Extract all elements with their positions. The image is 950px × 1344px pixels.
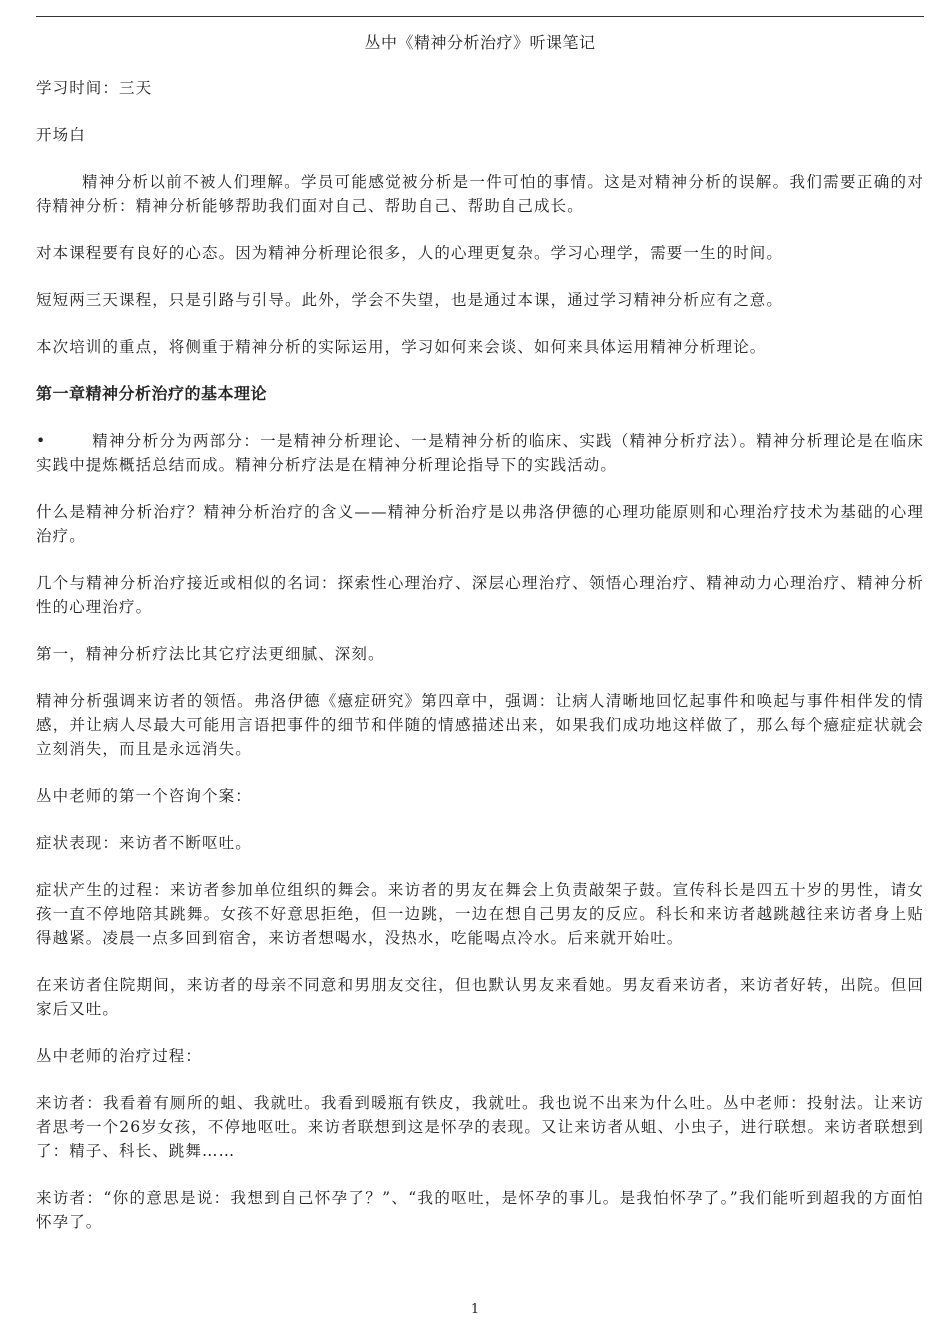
- bullet-text: 精神分析分为两部分：一是精神分析理论、一是精神分析的临床、实践（精神分析疗法）。精神分析理论是在临床实践中提炼概括总结而成。精神分析疗法是在精神分析理论指导下的实践活动。: [36, 432, 924, 474]
- body-paragraph: 在来访者住院期间，来访者的母亲不同意和男朋友交往，但也默认男友来看她。男友看来访者，来访者好转，出院。但回家后又吐。: [36, 976, 924, 1018]
- intro-paragraph: 短短两三天课程，只是引路与引导。此外，学会不失望，也是通过本课，通过学习精神分析应有之意。: [36, 291, 784, 309]
- body-paragraph: 丛中老师的第一个咨询个案：: [36, 787, 252, 805]
- body-paragraph: 来访者：我看着有厕所的蛆、我就吐。我看到暖瓶有铁皮，我就吐。我也说不出来为什么吐。丛中老师：投射法。让来访者思考一个26岁女孩，不停地呕吐。来访者联想到这是怀孕的表现。又让来访者从蛆、小虫子，进行联想。来访者联想到了：精子、科长、跳舞……: [36, 1094, 924, 1160]
- body-paragraph: 症状表现：来访者不断呕吐。: [36, 834, 252, 852]
- body-paragraph: 几个与精神分析治疗接近或相似的名词：探索性心理治疗、深层心理治疗、领悟心理治疗、精神动力心理治疗、精神分析性的心理治疗。: [36, 574, 924, 616]
- body-paragraph: 丛中老师的治疗过程：: [36, 1047, 203, 1065]
- page-number: 1: [470, 1302, 480, 1317]
- header-rule: [36, 16, 924, 17]
- study-time: 学习时间：三天: [36, 79, 153, 97]
- intro-paragraph: 精神分析以前不被人们理解。学员可能感觉被分析是一件可怕的事情。这是对精神分析的误解。我们需要正确的对待精神分析：精神分析能够帮助我们面对自己、帮助自己、帮助自己成长。: [36, 173, 924, 215]
- bullet-item: [36, 429, 924, 477]
- chapter-title: 第一章精神分析治疗的基本理论: [36, 384, 268, 403]
- opening-heading: 开场白: [36, 126, 86, 144]
- intro-paragraph: 对本课程要有良好的心态。因为精神分析理论很多，人的心理更复杂。学习心理学，需要一生的时间。: [36, 244, 784, 262]
- body-paragraph: 什么是精神分析治疗？精神分析治疗的含义——精神分析治疗是以弗洛伊德的心理功能原则和心理治疗技术为基础的心理治疗。: [36, 503, 924, 545]
- intro-paragraph: 本次培训的重点，将侧重于精神分析的实际运用，学习如何来会谈、如何来具体运用精神分析理论。: [36, 338, 767, 356]
- bullet-icon: •: [36, 432, 47, 450]
- body-paragraph: 第一，精神分析疗法比其它疗法更细腻、深刻。: [36, 645, 385, 663]
- body-paragraph: 症状产生的过程：来访者参加单位组织的舞会。来访者的男友在舞会上负责敲架子鼓。宣传科长是四五十岁的男性，请女孩一直不停地陪其跳舞。女孩不好意思拒绝，但一边跳，一边在想自己男友的反应。科长和来访者越跳越往来访者身上贴得越紧。凌晨一点多回到宿舍，来访者想喝水，没热水，吃能喝点冷水。后来就开始吐。: [36, 881, 924, 947]
- document-page: [36, 30, 924, 1234]
- document-title: 丛中《精神分析治疗》听课笔记: [364, 33, 596, 52]
- body-paragraph: 来访者：“你的意思是说：我想到自己怀孕了？”、“我的呕吐，是怀孕的事儿。是我怕怀孕了。”我们能听到超我的方面怕怀孕了。: [36, 1189, 924, 1231]
- body-paragraph: 精神分析强调来访者的领悟。弗洛伊德《癔症研究》第四章中，强调：让病人清晰地回忆起事件和唤起与事件相伴发的情感，并让病人尽最大可能用言语把事件的细节和伴随的情感描述出来，如果我们成功地这样做了，那么每个癔症症状就会立刻消失，而且是永远消失。: [36, 692, 924, 758]
